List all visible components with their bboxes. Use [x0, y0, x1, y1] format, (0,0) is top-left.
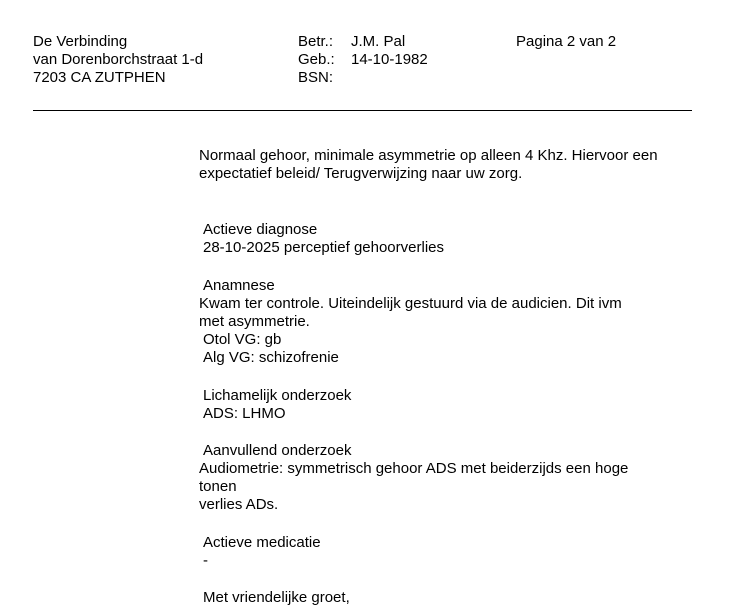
anamnese-section — [199, 277, 699, 367]
bsn-value — [351, 69, 428, 87]
section-heading: Actieve medicatie — [203, 534, 321, 551]
header-divider — [33, 110, 692, 111]
sender-city: 7203 CA ZUTPHEN — [33, 69, 166, 86]
closing-section — [199, 589, 699, 607]
anamnese-line: Kwam ter controle. Uiteindelijk gestuurd via de audicien. Dit ivm — [199, 295, 622, 312]
additional-line: tonen — [199, 478, 237, 495]
page-indicator-text: Pagina 2 van 2 — [516, 33, 617, 50]
exam-line: ADS: LHMO — [203, 405, 286, 422]
patient-labels — [298, 33, 335, 87]
section-heading: Actieve diagnose — [203, 221, 318, 238]
section-heading: Aanvullend onderzoek — [203, 442, 352, 459]
section-heading: Lichamelijk onderzoek — [203, 387, 352, 404]
sender-street: van Dorenborchstraat 1-d — [33, 51, 204, 68]
sender-address — [33, 33, 203, 87]
conclusion-section — [199, 147, 699, 183]
conclusion-line: expectatief beleid/ Terugverwijzing naar uw zorg. — [199, 165, 523, 182]
geb-value: 14-10-1982 — [351, 51, 428, 68]
medication-line: - — [203, 552, 208, 569]
section-heading: Anamnese — [203, 277, 275, 294]
page-indicator — [516, 33, 616, 51]
betr-value: J.M. Pal — [351, 33, 406, 50]
bsn-label: BSN: — [298, 69, 334, 86]
diagnosis-section — [199, 221, 699, 257]
diagnosis-line: 28-10-2025 perceptief gehoorverlies — [203, 239, 444, 256]
additional-line: verlies ADs. — [199, 496, 279, 513]
additional-line: Audiometrie: symmetrisch gehoor ADS met beiderzijds een hoge — [199, 460, 629, 477]
anamnese-line: met asymmetrie. — [199, 313, 310, 330]
conclusion-line: Normaal gehoor, minimale asymmetrie op alleen 4 Khz. Hiervoor een — [199, 147, 658, 164]
anamnese-line: Otol VG: gb — [203, 331, 282, 348]
patient-values — [351, 33, 428, 87]
closing-greeting: Met vriendelijke groet, — [203, 589, 350, 606]
medication-section — [199, 534, 699, 570]
sender-name: De Verbinding — [33, 33, 128, 50]
geb-label: Geb.: — [298, 51, 335, 68]
additional-section — [199, 442, 699, 514]
exam-section — [199, 387, 699, 423]
betr-label: Betr.: — [298, 33, 334, 50]
anamnese-line: Alg VG: schizofrenie — [203, 349, 339, 366]
